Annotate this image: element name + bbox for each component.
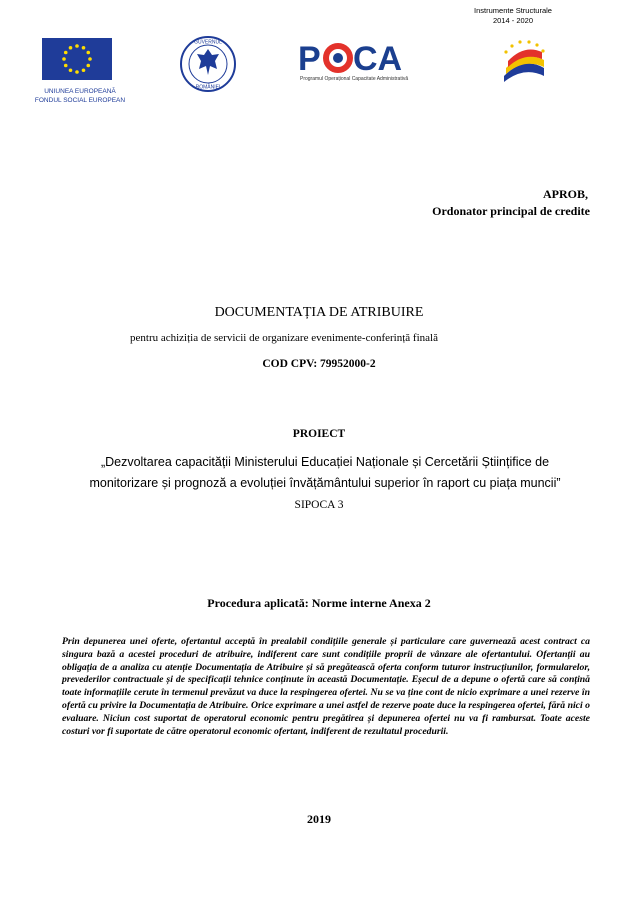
instrumente-line2: 2014 - 2020 — [492, 16, 534, 25]
eu-star — [86, 51, 90, 55]
svg-text:GUVERNUL: GUVERNUL — [194, 39, 222, 46]
project-name-line1: „Dezvoltarea capacității Ministerului Educației Naționale și Cercetării Științifice de — [100, 455, 550, 469]
project-name — [40, 452, 610, 494]
procedure-paragraph: Prin depunerea unei oferte, ofertantul acceptă în prealabil condițiile generale și particulare care guvernează acest contract ca singura bază a acestei proceduri de atribuire, indiferent care sunt condițiile proprii de vânzare ale ofertantului. Ofertanții au obligația de a analiza cu atenție Documentația de Atribuire și să pregătească oferta conform tuturor instrucțiunilor, formularelor, prevederilor contractuale și de specificații tehnice conținute în această Documentație. Eșecul de a depune o ofertă care să conțină toate informațiile cerute în termenul prevăzut va duce la respingerea ofertei. Nu se va ține cont de nicio exprimare a unei rezerve în ofertă cu privire la Documentația de Atribuire. Orice exprimare a unei astfel de rezerve poate duce la respingerea ofertei, fără nici o evaluare. Niciun cost suportat de operatorul economic pentru pregătirea și depunerea ofertei nu va fi rambursat. Toate aceste costuri vor fi suportate de către operatorul economic ofertant, indiferent de rezultatul procedurii. — [62, 636, 590, 737]
approval-line1: APROB, — [543, 187, 588, 201]
eu-star — [75, 70, 79, 74]
document-subtitle: pentru achiziția de servicii de organizare evenimente-conferință finală — [130, 332, 438, 344]
svg-text:P: P — [298, 40, 321, 78]
eu-star — [69, 46, 73, 50]
eu-star — [86, 64, 90, 68]
government-of-romania-seal-logo — [179, 35, 237, 93]
eu-caption-line1: UNIUNEA EUROPEANĂ — [44, 88, 116, 95]
approval-line2: Ordonator principal de credite — [432, 204, 590, 218]
approval-block — [432, 186, 590, 220]
project-heading: PROIECT — [292, 428, 346, 440]
document-year: 2019 — [307, 812, 331, 826]
eu-caption-line2: FONDUL SOCIAL EUROPEAN — [34, 97, 126, 104]
sipoca-code: SIPOCA 3 — [294, 499, 344, 511]
eu-star — [64, 64, 68, 68]
eu-flag-logo — [42, 38, 112, 80]
project-name-line2: monitorizare și prognoză a evoluției învățământului superior în raport cu piața muncii” — [89, 476, 561, 490]
procedure-heading: Procedura aplicată: Norme interne Anexa 2 — [207, 596, 431, 610]
document-title: DOCUMENTAȚIA DE ATRIBUIRE — [214, 305, 424, 320]
eu-caption — [28, 87, 132, 105]
eu-star — [64, 51, 68, 55]
instrumente-structurale-logo — [498, 36, 550, 88]
eu-star — [82, 68, 86, 72]
eu-star — [82, 46, 86, 50]
svg-text:ROMÂNIEI: ROMÂNIEI — [195, 84, 221, 91]
svg-text:CA: CA — [353, 40, 403, 78]
eu-star — [62, 57, 66, 61]
eu-star — [88, 57, 92, 61]
poca-tagline: Programul Operațional Capacitate Administrativă — [300, 76, 409, 82]
instrumente-structurale-label — [458, 6, 568, 26]
cpv-code: COD CPV: 79952000-2 — [262, 358, 376, 370]
eu-star — [69, 68, 73, 72]
eu-star — [75, 44, 79, 48]
instrumente-line1: Instrumente Structurale — [474, 6, 552, 15]
